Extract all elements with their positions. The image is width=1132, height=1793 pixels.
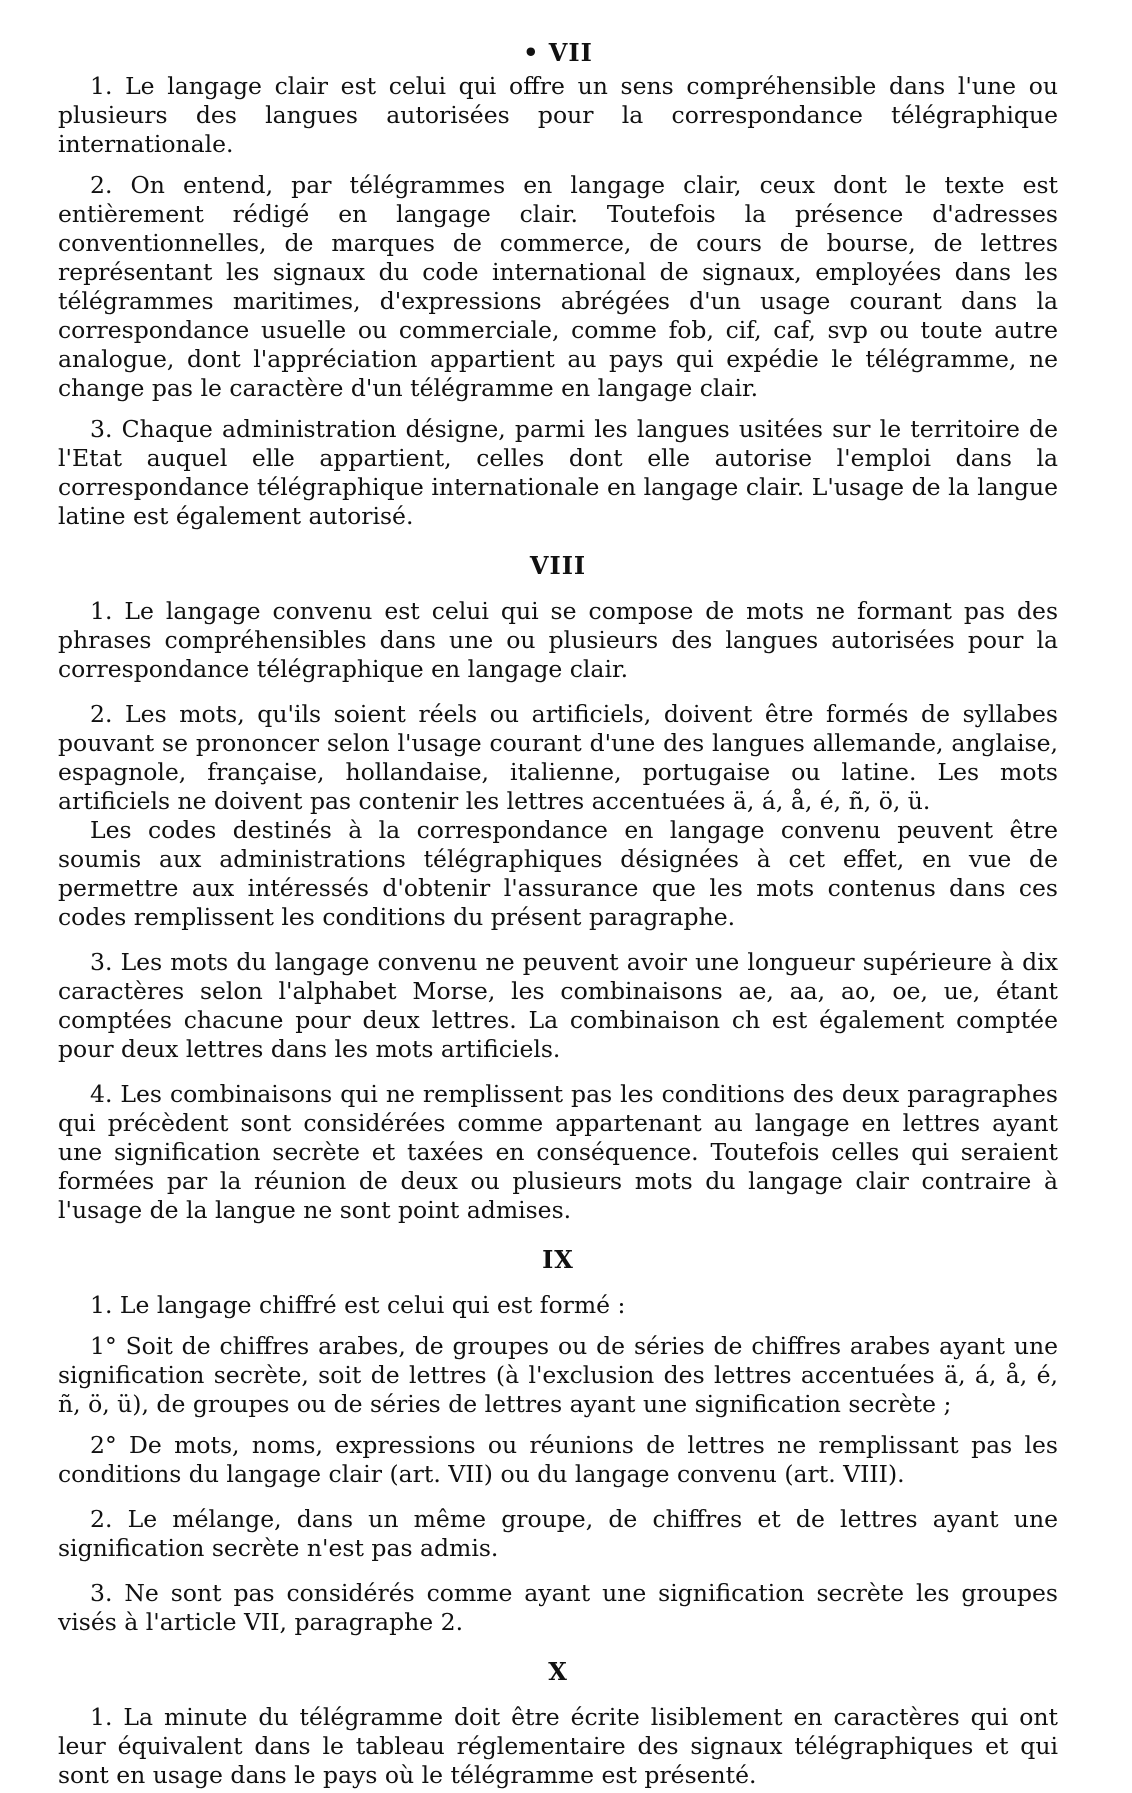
vii-paragraph-3: 3. Chaque administration désigne, parmi les langues usitées sur le territoire de l'Etat auquel elle appartient, celles dont elle autorise l'emploi dans la correspondance télégraphique internationale en langage clair. L'usage de la langue latine est également autorisé.	[58, 415, 1058, 530]
section-heading-x: X	[548, 1657, 568, 1686]
section-heading-ix: IX	[542, 1245, 574, 1274]
viii-paragraph-3: 3. Les mots du langage convenu ne peuvent avoir une longueur supérieure à dix caractères selon l'alphabet Morse, les combinaisons ae, aa, ao, oe, ue, étant comptées chacune pour deux lettres. La combinaison ch est également comptée pour deux lettres dans les mots artificiels.	[58, 948, 1058, 1063]
ix-subitem-2: 2° De mots, noms, expressions ou réunions de lettres ne remplissant pas les conditions du langage clair (art. VII) ou du langage convenu (art. VIII).	[58, 1431, 1058, 1488]
x-paragraph-1: 1. La minute du télégramme doit être écrite lisiblement en caractères qui ont leur équivalent dans le tableau réglementaire des signaux télégraphiques et qui sont en usage dans le pays où le télégramme est présenté.	[58, 1703, 1058, 1789]
ix-paragraph-3: 3. Ne sont pas considérés comme ayant une signification secrète les groupes visés à l'article VII, paragraphe 2.	[58, 1579, 1058, 1636]
section-heading-vii: • VII	[523, 38, 593, 67]
viii-paragraph-2: 2. Les mots, qu'ils soient réels ou artificiels, doivent être formés de syllabes pouvant se prononcer selon l'usage courant d'une des langues allemande, anglaise, espagnole, française, hollandaise, italienne, portugaise ou latine. Les mots artificiels ne doivent pas contenir les lettres accentuées ä, á, å, é, ñ, ö, ü.	[58, 700, 1058, 815]
vii-paragraph-2: 2. On entend, par télégrammes en langage clair, ceux dont le texte est entièrement rédigé en langage clair. Toutefois la présence d'adresses conventionnelles, de marques de commerce, de cours de bourse, de lettres représentant les signaux du code international de signaux, employées dans les télégrammes maritimes, d'expressions abrégées d'un usage courant dans la correspondance usuelle ou commerciale, comme fob, cif, caf, svp ou toute autre analogue, dont l'appréciation appartient au pays qui expédie le télégramme, ne change pas le caractère d'un télégramme en langage clair.	[58, 171, 1058, 402]
ix-subitem-1: 1° Soit de chiffres arabes, de groupes ou de séries de chiffres arabes ayant une signification secrète, soit de lettres (à l'exclusion des lettres accentuées ä, á, å, é, ñ, ö, ü), de groupes ou de séries de lettres ayant une signification secrète ;	[58, 1332, 1058, 1418]
viii-paragraph-4: 4. Les combinaisons qui ne remplissent pas les conditions des deux paragraphes qui précèdent sont considérées comme appartenant au langage en lettres ayant une signification secrète et taxées en conséquence. Toutefois celles qui seraient formées par la réunion de deux ou plusieurs mots du langage clair contraire à l'usage de la langue ne sont point admises.	[58, 1080, 1058, 1224]
ix-paragraph-1: 1. Le langage chiffré est celui qui est formé :	[90, 1291, 626, 1319]
section-heading-viii: VIII	[529, 551, 587, 580]
document-page	[58, 38, 1058, 1790]
viii-paragraph-1: 1. Le langage convenu est celui qui se compose de mots ne formant pas des phrases compréhensibles dans une ou plusieurs des langues autorisées pour la correspondance télégraphique en langage clair.	[58, 597, 1058, 683]
vii-paragraph-1: 1. Le langage clair est celui qui offre un sens compréhensible dans l'une ou plusieurs des langues autorisées pour la correspondance télégraphique internationale.	[58, 72, 1058, 158]
viii-paragraph-2-continued: Les codes destinés à la correspondance en langage convenu peuvent être soumis aux administrations télégraphiques désignées à cet effet, en vue de permettre aux intéressés d'obtenir l'assurance que les mots contenus dans ces codes remplissent les conditions du présent paragraphe.	[58, 816, 1058, 931]
ix-paragraph-2: 2. Le mélange, dans un même groupe, de chiffres et de lettres ayant une signification secrète n'est pas admis.	[58, 1505, 1058, 1562]
